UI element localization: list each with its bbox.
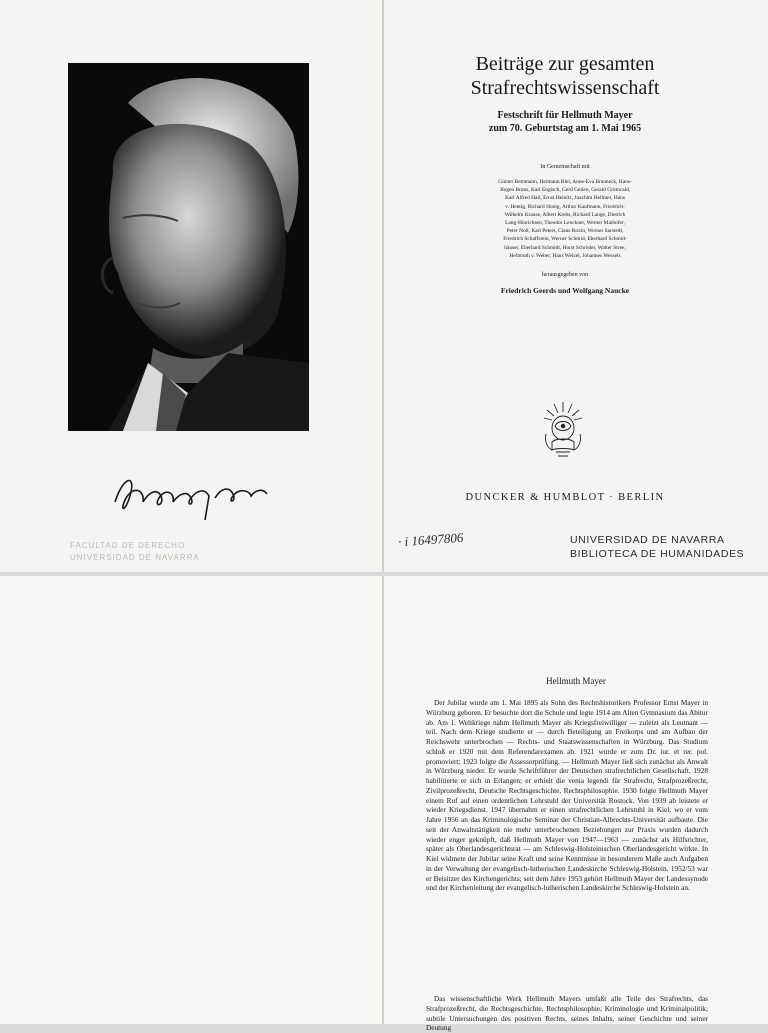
in-gemeinschaft-label: In Gemeinschaft mit xyxy=(540,164,590,170)
book-subtitle xyxy=(400,109,730,135)
library-stamp-line2: BIBLIOTECA DE HUMANIDADES xyxy=(570,548,745,560)
faint-stamp-line1: FACULTAD DE DERECHO xyxy=(70,541,186,550)
library-stamp-line1: UNIVERSIDAD DE NAVARRA xyxy=(570,534,725,546)
contributors-line: Jürgen Bruns, Karl Engisch, Gerd Geilen, Gerald Grünwald, xyxy=(499,187,631,194)
contributors-line: Karl Alfred Hall, Ernst Heinitz, Joachim Hellmer, Hans xyxy=(505,195,625,202)
biography-heading: Hellmuth Mayer xyxy=(546,676,606,686)
herausgegeben-label: herausgegeben von xyxy=(541,272,589,278)
library-stamp xyxy=(570,533,744,561)
contributors-line: v. Hentig, Richard Honig, Arthur Kaufmann, Friedrich- xyxy=(505,203,625,210)
faint-stamp xyxy=(70,540,200,564)
title-line2: Strafrechtswissenschaft xyxy=(470,77,660,99)
portrait-photo xyxy=(68,63,309,431)
contributors-line: Peter Noll, Karl Peters, Claus Roxin, Werner Sarstedt, xyxy=(506,228,624,235)
contributors-line: Günter Bemmann, Hermann Blei, Anne-Eva Brauneck, Hans- xyxy=(498,179,632,185)
publisher-logo xyxy=(540,398,586,460)
signature xyxy=(105,462,275,522)
contributors-line: häuser, Eberhard Schmidt, Horst Schröder, Walter Stree, xyxy=(504,244,626,251)
book-title xyxy=(400,52,730,100)
page-gutter xyxy=(382,576,384,1024)
handwritten-inventory-number: · i 16497806 xyxy=(397,529,464,550)
publisher-name: DUNCKER & HUMBLOT · BERLIN xyxy=(465,492,665,503)
biography-paragraph: Das wissenschaftliche Werk Hellmuth Mayers umfaßt alle Teile des Strafrechts, das Strafprozeßrecht, die Rechtsgeschichte, Rechtsphilosophie, Kriminologie und Kriminalpolitik; subtile Untersuchungen des positiven Rechts, seines Inhalts, seiner Geschichte und seiner Deutung xyxy=(426,994,708,1033)
title-line1: Beiträge zur gesamten xyxy=(475,53,655,75)
portrait-illustration xyxy=(68,63,309,431)
contributors-line: Lang-Hinrichsen, Theodor Lenckner, Werner Maihofer, xyxy=(505,220,625,227)
contributors-line: Hellmuth v. Weber, Hans Welzel, Johannes Wessels xyxy=(509,252,621,259)
contributors-list xyxy=(465,178,665,260)
biography-paragraph: Der Jubilar wurde am 1. Mai 1895 als Sohn des Rechtshistorikers Professor Ernst Mayer in Würzburg geboren. Er besuchte dort die Schule und legte 1914 am Alten Gymnasium das Abitur ab. Am 1. Weltkriege nahm Hellmuth Mayer als Kriegsfreiwilliger — zuletzt als Leutnant — teil. Nach dem Kriege studierte er — durch Beteiligung an Freikorps und am Aufbau der Reichswehr unterbrochen — Rechts- und Staatswissenschaften in Würzburg. Das Studium schloß er 1920 mit dem Referendarexamen ab. 1921 wurde er zum Dr. iur. et rer. pol. promoviert; 1923 folgte die Assessorprüfung. — Hellmuth Mayer ließ sich zunächst als Anwalt in Würzburg nieder. Er wurde Schriftführer der Deutschen strafrechtlichen Gesellschaft. 1928 habilitierte er sich in Erlangen; er erhielt die venia legendi für Strafrecht, Strafprozeßrecht, Zivilprozeßrecht, Deutsche Rechtsgeschichte, Rechtsphilosophie. 1930 folgte Hellmuth Mayer einem Ruf auf einen ordentlichen Lehrstuhl der Universität Rostock. Von 1939 ab leistete er wieder Kriegsdienst. 1947 übernahm er einen strafrechtlichen Lehrstuhl in Kiel, wo er vom Jahre 1956 an das Kriminologische Seminar der Christian-Albrechts-Universität aufbaute. Die seit der Anwaltstätigkeit nie mehr unterbrochenen Beziehungen zur Praxis wurden dadurch wieder enger geknüpft, daß Hellmuth Mayer von 1947—1963 — zunächst als Hilfsrichter, später als Oberlandesgerichtsrat — am Schleswig-Holsteinischen Oberlandesgericht wirkte. In Kiel widmete der Jubilar seine Kraft und seine Kenntnisse in besonderem Maße auch Aufgaben in der Verwaltung der evangelisch-lutherischen Landeskirche Schleswig-Holstein. 1952/53 war er Beisitzer des Kirchengerichts; seit dem Jahre 1953 gehört Hellmuth Mayer der Landessynode und der Kirchenleitung der evangelisch-lutherischen Landeskirche Schleswig-Holstein an. xyxy=(426,698,708,893)
faint-stamp-line2: UNIVERSIDAD DE NAVARRA xyxy=(70,553,200,562)
subtitle-line1: Festschrift für Hellmuth Mayer xyxy=(497,110,633,121)
editors: Friedrich Geerds und Wolfgang Naucke xyxy=(500,286,630,295)
contributors-line: Wilhelm Krause, Albert Krebs, Richard Lange, Dietrich xyxy=(504,211,626,218)
contributors-line: Friedrich Schaffstein, Werner Schmid, Eberhard Schmid- xyxy=(503,236,627,243)
subtitle-line2: zum 70. Geburtstag am 1. Mai 1965 xyxy=(488,123,642,134)
page-gutter xyxy=(382,0,384,572)
